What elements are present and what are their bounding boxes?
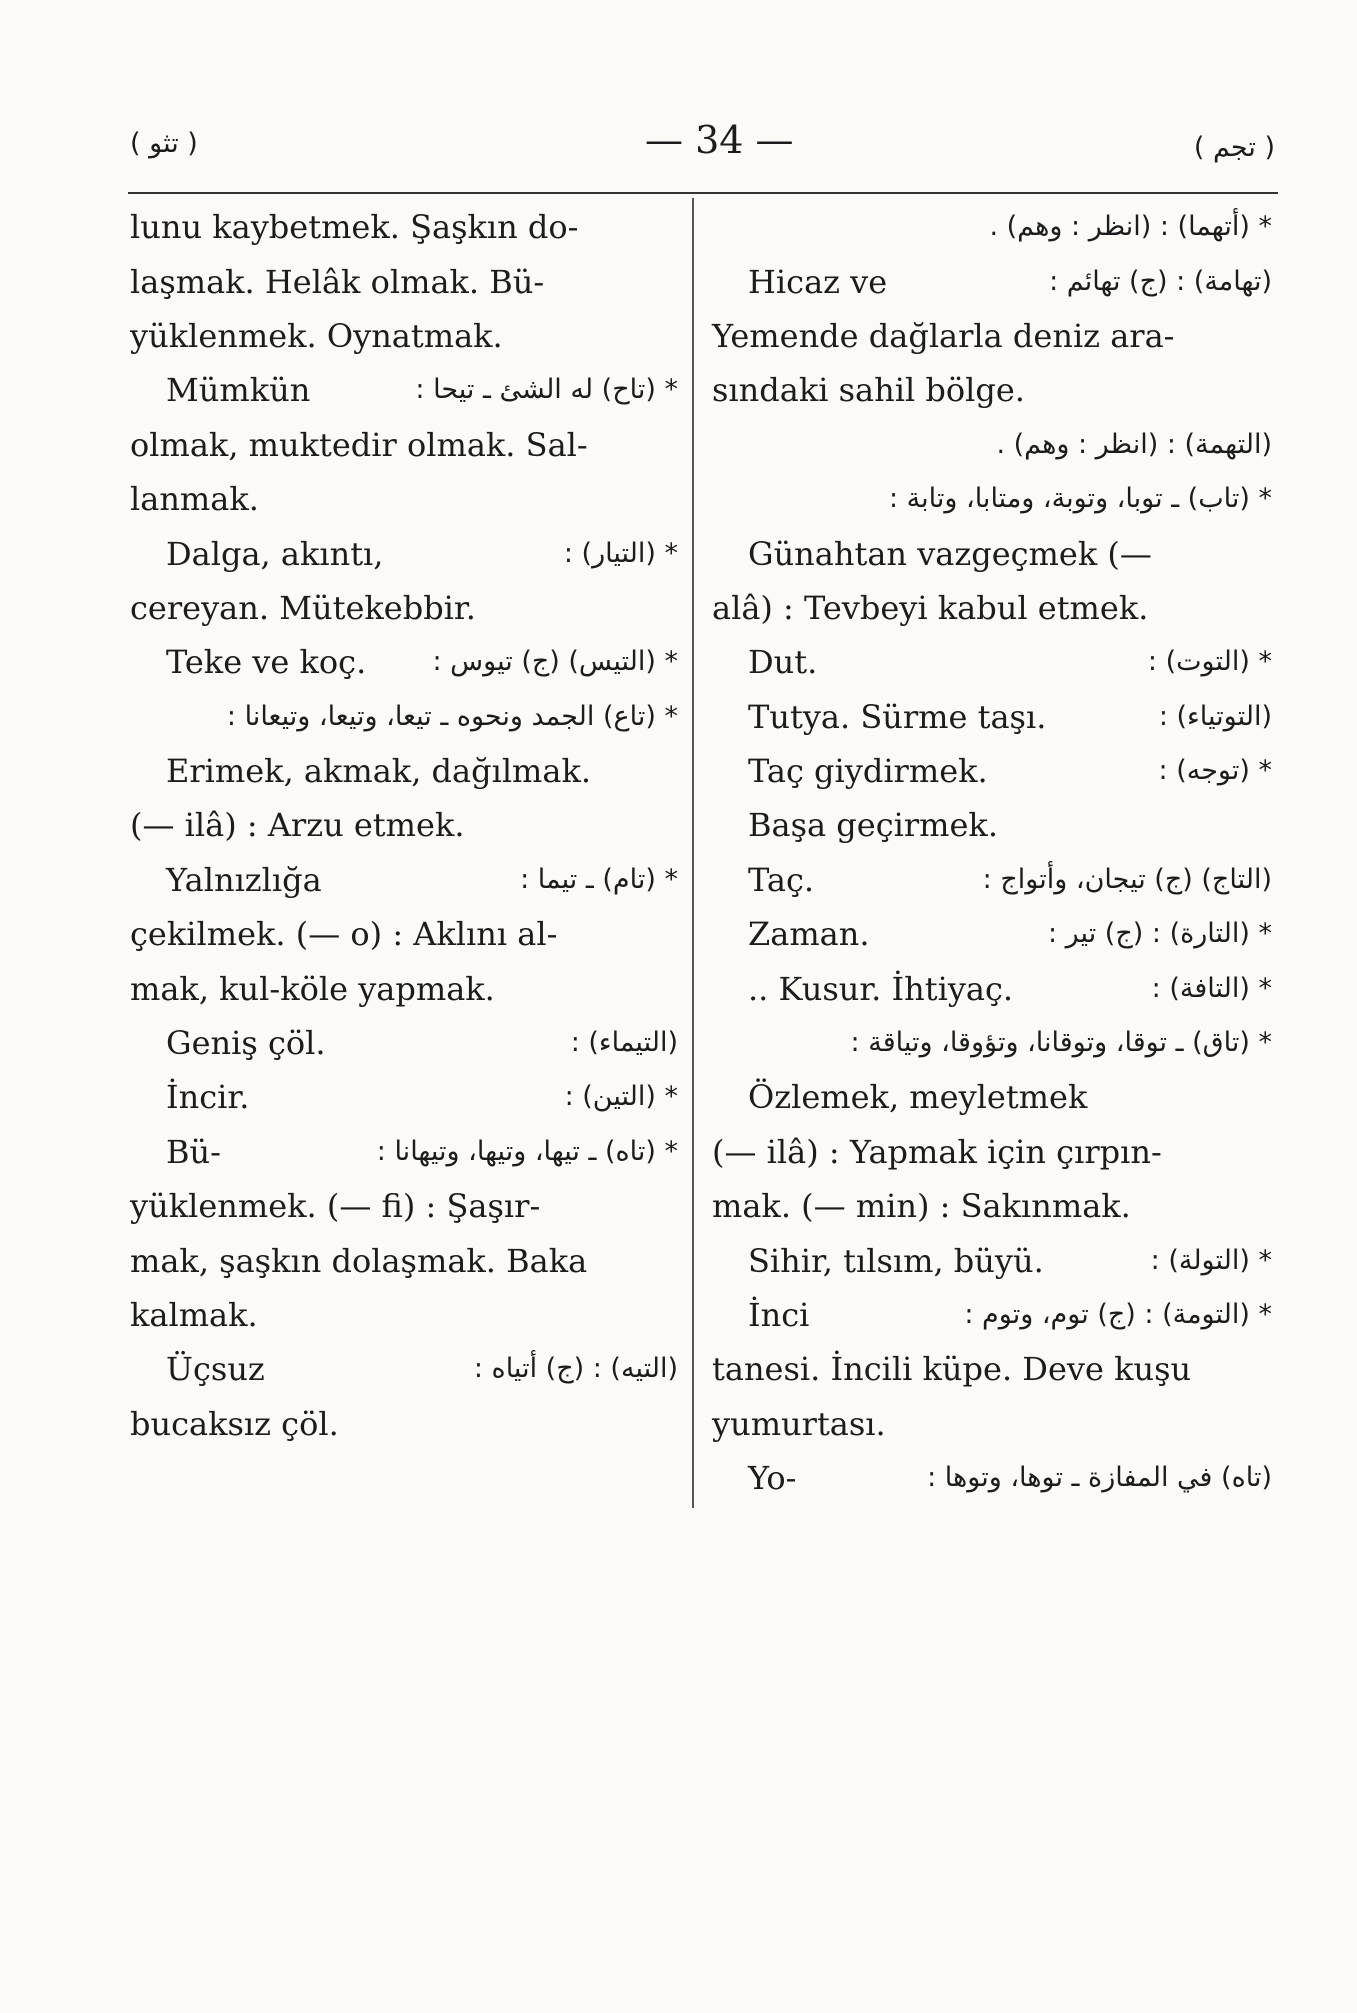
turkish-text: Dut.	[748, 643, 818, 682]
arabic-headword: (التهمة) : (انظر : وهم) .	[996, 428, 1272, 460]
turkish-text: İnci	[748, 1296, 810, 1334]
turkish-text: laşmak. Helâk olmak. Bü-	[130, 262, 545, 301]
arabic-headword: * (تاق) ـ توقا، وتوقانا، وتؤوقا، وتياقة :	[850, 1027, 1272, 1059]
arabic-headword: (التاج) (ج) تيجان، وأتواج :	[982, 863, 1272, 895]
turkish-text: .. Kusur. İhtiyaç.	[748, 969, 1014, 1008]
turkish-text: alâ) : Tevbeyi kabul etmek.	[712, 588, 1149, 627]
turkish-text: kalmak.	[130, 1296, 258, 1334]
turkish-text: Yalnızlığa	[166, 860, 322, 899]
entry-line	[130, 200, 678, 254]
entry-line	[130, 1288, 678, 1342]
entry-line	[130, 853, 678, 907]
arabic-headword: * (التومة) : (ج) توم، وتوم :	[964, 1299, 1272, 1330]
entry-line	[130, 798, 678, 852]
turkish-text: Hicaz ve	[748, 262, 888, 301]
entry-line	[712, 1179, 1272, 1233]
page-number: — 34 —	[645, 118, 794, 162]
entry-line	[130, 744, 678, 798]
arabic-headword: * (توجه) :	[1158, 755, 1272, 787]
entry-line	[712, 744, 1272, 798]
entry-line	[712, 853, 1272, 907]
entry-line	[130, 1342, 678, 1396]
turkish-text: Taç.	[748, 860, 815, 899]
turkish-text: cereyan. Mütekebbir.	[130, 588, 476, 627]
entry-line	[130, 690, 678, 744]
turkish-text: lunu kaybetmek. Şaşkın do-	[130, 208, 579, 247]
entry-line	[712, 363, 1272, 417]
entry-line	[130, 1016, 678, 1070]
arabic-headword: * (التيار) :	[563, 537, 678, 569]
entry-line	[712, 418, 1272, 472]
entry-line	[712, 526, 1272, 580]
entry-line	[130, 1233, 678, 1287]
turkish-text: Üçsuz	[166, 1350, 265, 1389]
entry-line	[712, 581, 1272, 635]
turkish-text: Teke ve koç.	[166, 643, 367, 682]
entry-line	[130, 309, 678, 363]
entry-line	[130, 1397, 678, 1451]
arabic-headword: * (تاح) له الشئ ـ تيحا :	[415, 374, 678, 406]
entry-line	[712, 798, 1272, 852]
entry-line	[712, 200, 1272, 254]
entry-line	[712, 1070, 1272, 1124]
turkish-text: Erimek, akmak, dağılmak.	[166, 752, 592, 791]
arabic-headword: * (تاع) الجمد ونحوه ـ تيعا، وتيعا، وتيعانا :	[226, 700, 678, 732]
turkish-text: olmak, muktedir olmak. Sal-	[130, 425, 588, 464]
arabic-headword: (تهامة) : (ج) تهائم :	[1049, 265, 1272, 297]
entry-line	[712, 1288, 1272, 1342]
entry-line	[130, 363, 678, 417]
header-left-guide-word: ( تثو )	[130, 128, 198, 159]
turkish-text: Günahtan vazgeçmek (—	[748, 534, 1152, 573]
turkish-text: Taç giydirmek.	[748, 752, 988, 791]
turkish-text: Tutya. Sürme taşı.	[748, 697, 1047, 736]
page-header	[130, 118, 1275, 188]
turkish-text: Özlemek, meyletmek	[748, 1078, 1088, 1117]
arabic-headword: * (التوت) :	[1147, 646, 1272, 678]
right-column	[712, 200, 1272, 1505]
turkish-text: çekilmek. (— o) : Aklını al-	[130, 915, 558, 954]
arabic-headword: (التوتياء) :	[1158, 700, 1272, 732]
arabic-headword: (تاه) في المفازة ـ توها، وتوها :	[927, 1462, 1272, 1494]
entry-line	[130, 1179, 678, 1233]
turkish-text: Başa geçirmek.	[748, 806, 998, 845]
turkish-text: bucaksız çöl.	[130, 1404, 339, 1443]
arabic-headword: * (أتهما) : (انظر : وهم) .	[989, 211, 1272, 243]
column-divider	[692, 198, 694, 1508]
entry-line	[712, 1125, 1272, 1179]
arabic-headword: * (تام) ـ تيما :	[520, 863, 678, 895]
left-column	[130, 200, 678, 1451]
turkish-text: (— ilâ) : Yapmak için çırpın-	[712, 1132, 1162, 1171]
turkish-text: Mümkün	[166, 371, 311, 410]
entry-line	[712, 635, 1272, 689]
turkish-text: Yemende dağlarla deniz ara-	[712, 316, 1175, 355]
entry-line	[130, 1125, 678, 1179]
turkish-text: Sihir, tılsım, büyü.	[748, 1241, 1044, 1280]
header-right-guide-word: ( تجم )	[1193, 132, 1275, 163]
turkish-text: Zaman.	[748, 915, 870, 954]
entry-line	[712, 254, 1272, 308]
entry-line	[712, 961, 1272, 1015]
turkish-text: Bü-	[166, 1132, 221, 1171]
entry-line	[130, 1070, 678, 1124]
arabic-headword: (التيماء) :	[570, 1027, 678, 1059]
turkish-text: (— ilâ) : Arzu etmek.	[130, 806, 465, 845]
turkish-text: Geniş çöl.	[166, 1024, 326, 1063]
turkish-text: tanesi. İncili küpe. Deve kuşu	[712, 1350, 1192, 1389]
turkish-text: yumurtası.	[712, 1404, 886, 1443]
entry-line	[130, 581, 678, 635]
turkish-text: mak, kul-köle yapmak.	[130, 969, 495, 1008]
entry-line	[712, 907, 1272, 961]
entry-line	[130, 472, 678, 526]
turkish-text: yüklenmek. Oynatmak.	[130, 316, 503, 355]
entry-line	[712, 472, 1272, 526]
turkish-text: Yo-	[748, 1459, 797, 1498]
turkish-text: Dalga, akıntı,	[166, 534, 384, 573]
entry-line	[130, 254, 678, 308]
arabic-headword: * (التين) :	[564, 1081, 678, 1113]
turkish-text: lanmak.	[130, 480, 259, 519]
entry-line	[712, 1397, 1272, 1451]
entry-line	[712, 1233, 1272, 1287]
entry-line	[130, 418, 678, 472]
entry-line	[712, 309, 1272, 363]
entry-line	[712, 1342, 1272, 1396]
arabic-headword: * (التافة) :	[1151, 972, 1272, 1004]
entry-line	[712, 690, 1272, 744]
arabic-headword: * (التارة) : (ج) تير :	[1047, 918, 1272, 950]
arabic-headword: * (تاب) ـ توبا، وتوبة، ومتابا، وتابة :	[888, 483, 1272, 515]
header-rule	[128, 192, 1278, 194]
turkish-text: mak. (— min) : Sakınmak.	[712, 1187, 1131, 1226]
turkish-text: yüklenmek. (— fi) : Şaşır-	[130, 1187, 541, 1226]
entry-line	[130, 635, 678, 689]
arabic-headword: * (التولة) :	[1150, 1244, 1272, 1276]
entry-line	[130, 961, 678, 1015]
entry-line	[712, 1451, 1272, 1505]
entry-line	[712, 1016, 1272, 1070]
entry-line	[130, 526, 678, 580]
arabic-headword: * (التيس) (ج) تيوس :	[432, 646, 678, 678]
entry-line	[130, 907, 678, 961]
arabic-headword: * (تاه) ـ تيها، وتيها، وتيهانا :	[376, 1135, 678, 1167]
turkish-text: İncir.	[166, 1078, 250, 1117]
arabic-headword: (التيه) : (ج) أتياه :	[473, 1353, 678, 1385]
turkish-text: sındaki sahil bölge.	[712, 371, 1025, 410]
turkish-text: mak, şaşkın dolaşmak. Baka	[130, 1241, 588, 1280]
